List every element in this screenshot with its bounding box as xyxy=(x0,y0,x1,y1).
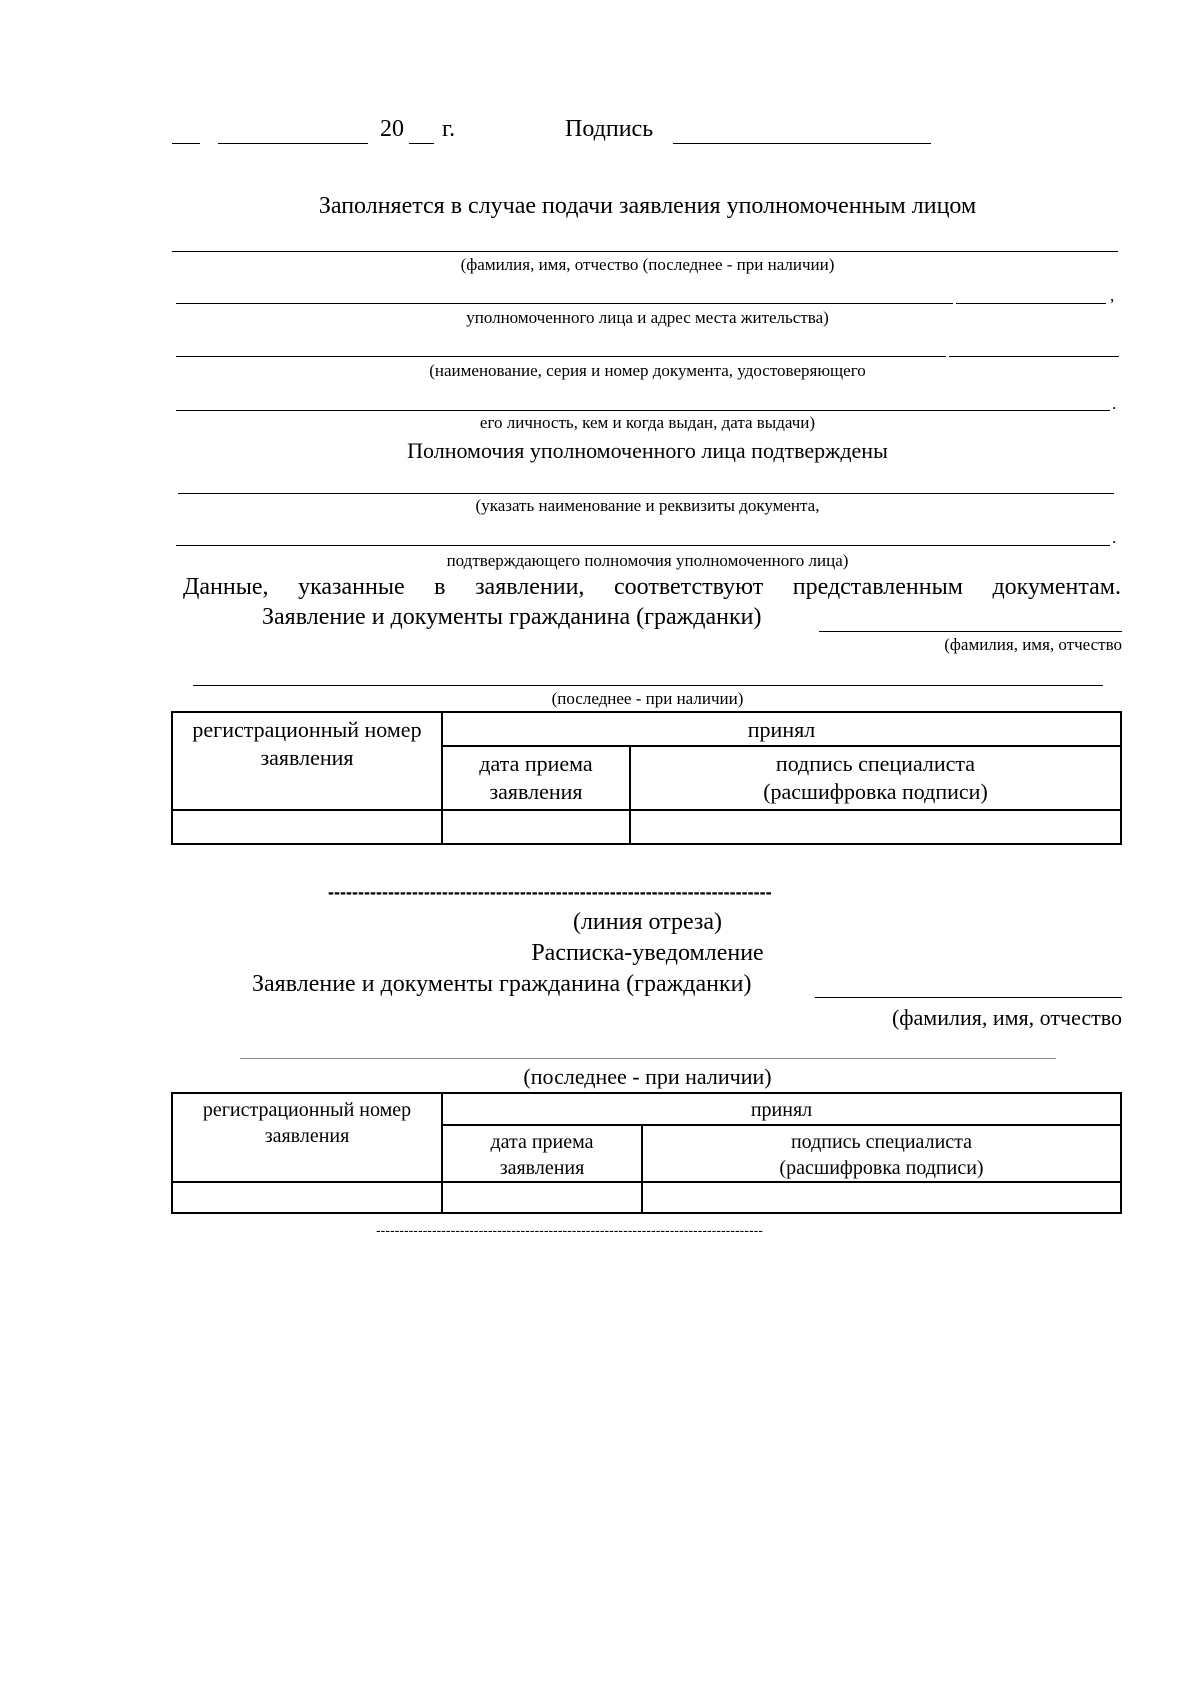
data-match-word: указанные xyxy=(298,574,405,600)
fio-blank[interactable] xyxy=(172,251,1118,252)
specialist-signature-header: подпись специалиста (расшифровка подписи) xyxy=(630,746,1121,810)
date-received-cell[interactable] xyxy=(442,810,630,844)
reg-number-header: регистрационный номер заявления xyxy=(172,712,442,810)
registration-table-1 xyxy=(171,711,1122,845)
authorized-title: Заполняется в случае подачи заявления уполномоченным лицом xyxy=(318,193,977,219)
hint-powers-1: (указать наименование и реквизиты документа, xyxy=(475,496,820,515)
date-month-blank[interactable] xyxy=(218,143,368,144)
docs-citizen-label: Заявление и документы гражданина (гражданки) xyxy=(262,604,762,630)
hint-fio: (фамилия, имя, отчество (последнее - при наличии) xyxy=(460,255,835,274)
signature-blank[interactable] xyxy=(673,143,931,144)
data-match-word: соответствуют xyxy=(614,574,764,600)
signature-label: Подпись xyxy=(565,116,654,142)
powers-dot: . xyxy=(1112,528,1117,547)
hint-doc-2: его личность, кем и когда выдан, дата выдачи) xyxy=(479,413,816,432)
data-match-word: в xyxy=(434,574,446,600)
receipt-date-received-cell[interactable] xyxy=(442,1182,642,1213)
date-day-blank[interactable] xyxy=(172,143,200,144)
receipt-reg-number-cell[interactable] xyxy=(172,1182,442,1213)
powers-confirmed: Полномочия уполномоченного лица подтверждены xyxy=(407,438,888,463)
receipt-citizen-fio-blank[interactable] xyxy=(240,1058,1056,1059)
data-match-word: документам. xyxy=(992,574,1121,600)
doc-blank-c[interactable] xyxy=(176,410,1110,411)
cut-line-dashes: -------------------------------------------------------------------------- xyxy=(328,882,772,902)
docs-citizen-blank[interactable] xyxy=(819,631,1122,632)
hint-fio-b: (последнее - при наличии) xyxy=(551,689,744,708)
citizen-fio-blank[interactable] xyxy=(193,685,1103,686)
doc-blank-a[interactable] xyxy=(176,356,946,357)
reg-number-cell[interactable] xyxy=(172,810,442,844)
address-comma: , xyxy=(1110,286,1115,305)
hint-fio-a: (фамилия, имя, отчество xyxy=(944,635,1122,654)
registration-table-2 xyxy=(171,1092,1122,1214)
receipt-specialist-signature-header: подпись специалиста (расшифровка подписи) xyxy=(642,1125,1121,1182)
receipt-hint-fio-a: (фамилия, имя, отчество xyxy=(891,1005,1122,1030)
hint-powers-2: подтверждающего полномочия уполномоченного лица) xyxy=(446,551,849,570)
receipt-reg-number-header: регистрационный номер заявления xyxy=(172,1093,442,1182)
doc-dot: . xyxy=(1112,394,1117,413)
accepted-header: принял xyxy=(442,712,1121,746)
date-year-suffix: г. xyxy=(442,116,456,142)
receipt-title: Расписка-уведомление xyxy=(531,940,764,966)
doc-blank-b[interactable] xyxy=(949,356,1119,357)
date-received-header: дата приема заявления xyxy=(442,746,630,810)
hint-address: уполномоченного лица и адрес места жительства) xyxy=(466,308,829,327)
receipt-date-received-header: дата приема заявления xyxy=(442,1125,642,1182)
bottom-cut-dashes: ----------------------------------------------------------------------------------- xyxy=(376,1222,763,1238)
date-year-blank[interactable] xyxy=(409,143,434,144)
powers-blank-b[interactable] xyxy=(176,545,1110,546)
cut-line-label: (линия отреза) xyxy=(572,909,723,935)
hint-doc-1: (наименование, серия и номер документа, удостоверяющего xyxy=(429,361,866,380)
data-match-statement xyxy=(183,574,1121,601)
receipt-specialist-signature-cell[interactable] xyxy=(642,1182,1121,1213)
receipt-accepted-header: принял xyxy=(442,1093,1121,1125)
data-match-word: Данные, xyxy=(183,574,269,600)
address-blank-b[interactable] xyxy=(956,303,1106,304)
date-year-prefix: 20 xyxy=(380,116,404,142)
powers-blank-a[interactable] xyxy=(178,493,1114,494)
receipt-docs-citizen-blank[interactable] xyxy=(815,997,1122,998)
data-match-word: заявлении, xyxy=(475,574,585,600)
receipt-hint-fio-b: (последнее - при наличии) xyxy=(523,1064,772,1089)
specialist-signature-cell[interactable] xyxy=(630,810,1121,844)
data-match-word: представленным xyxy=(792,574,963,600)
address-blank-a[interactable] xyxy=(176,303,953,304)
receipt-docs-citizen-label: Заявление и документы гражданина (гражданки) xyxy=(252,971,752,997)
